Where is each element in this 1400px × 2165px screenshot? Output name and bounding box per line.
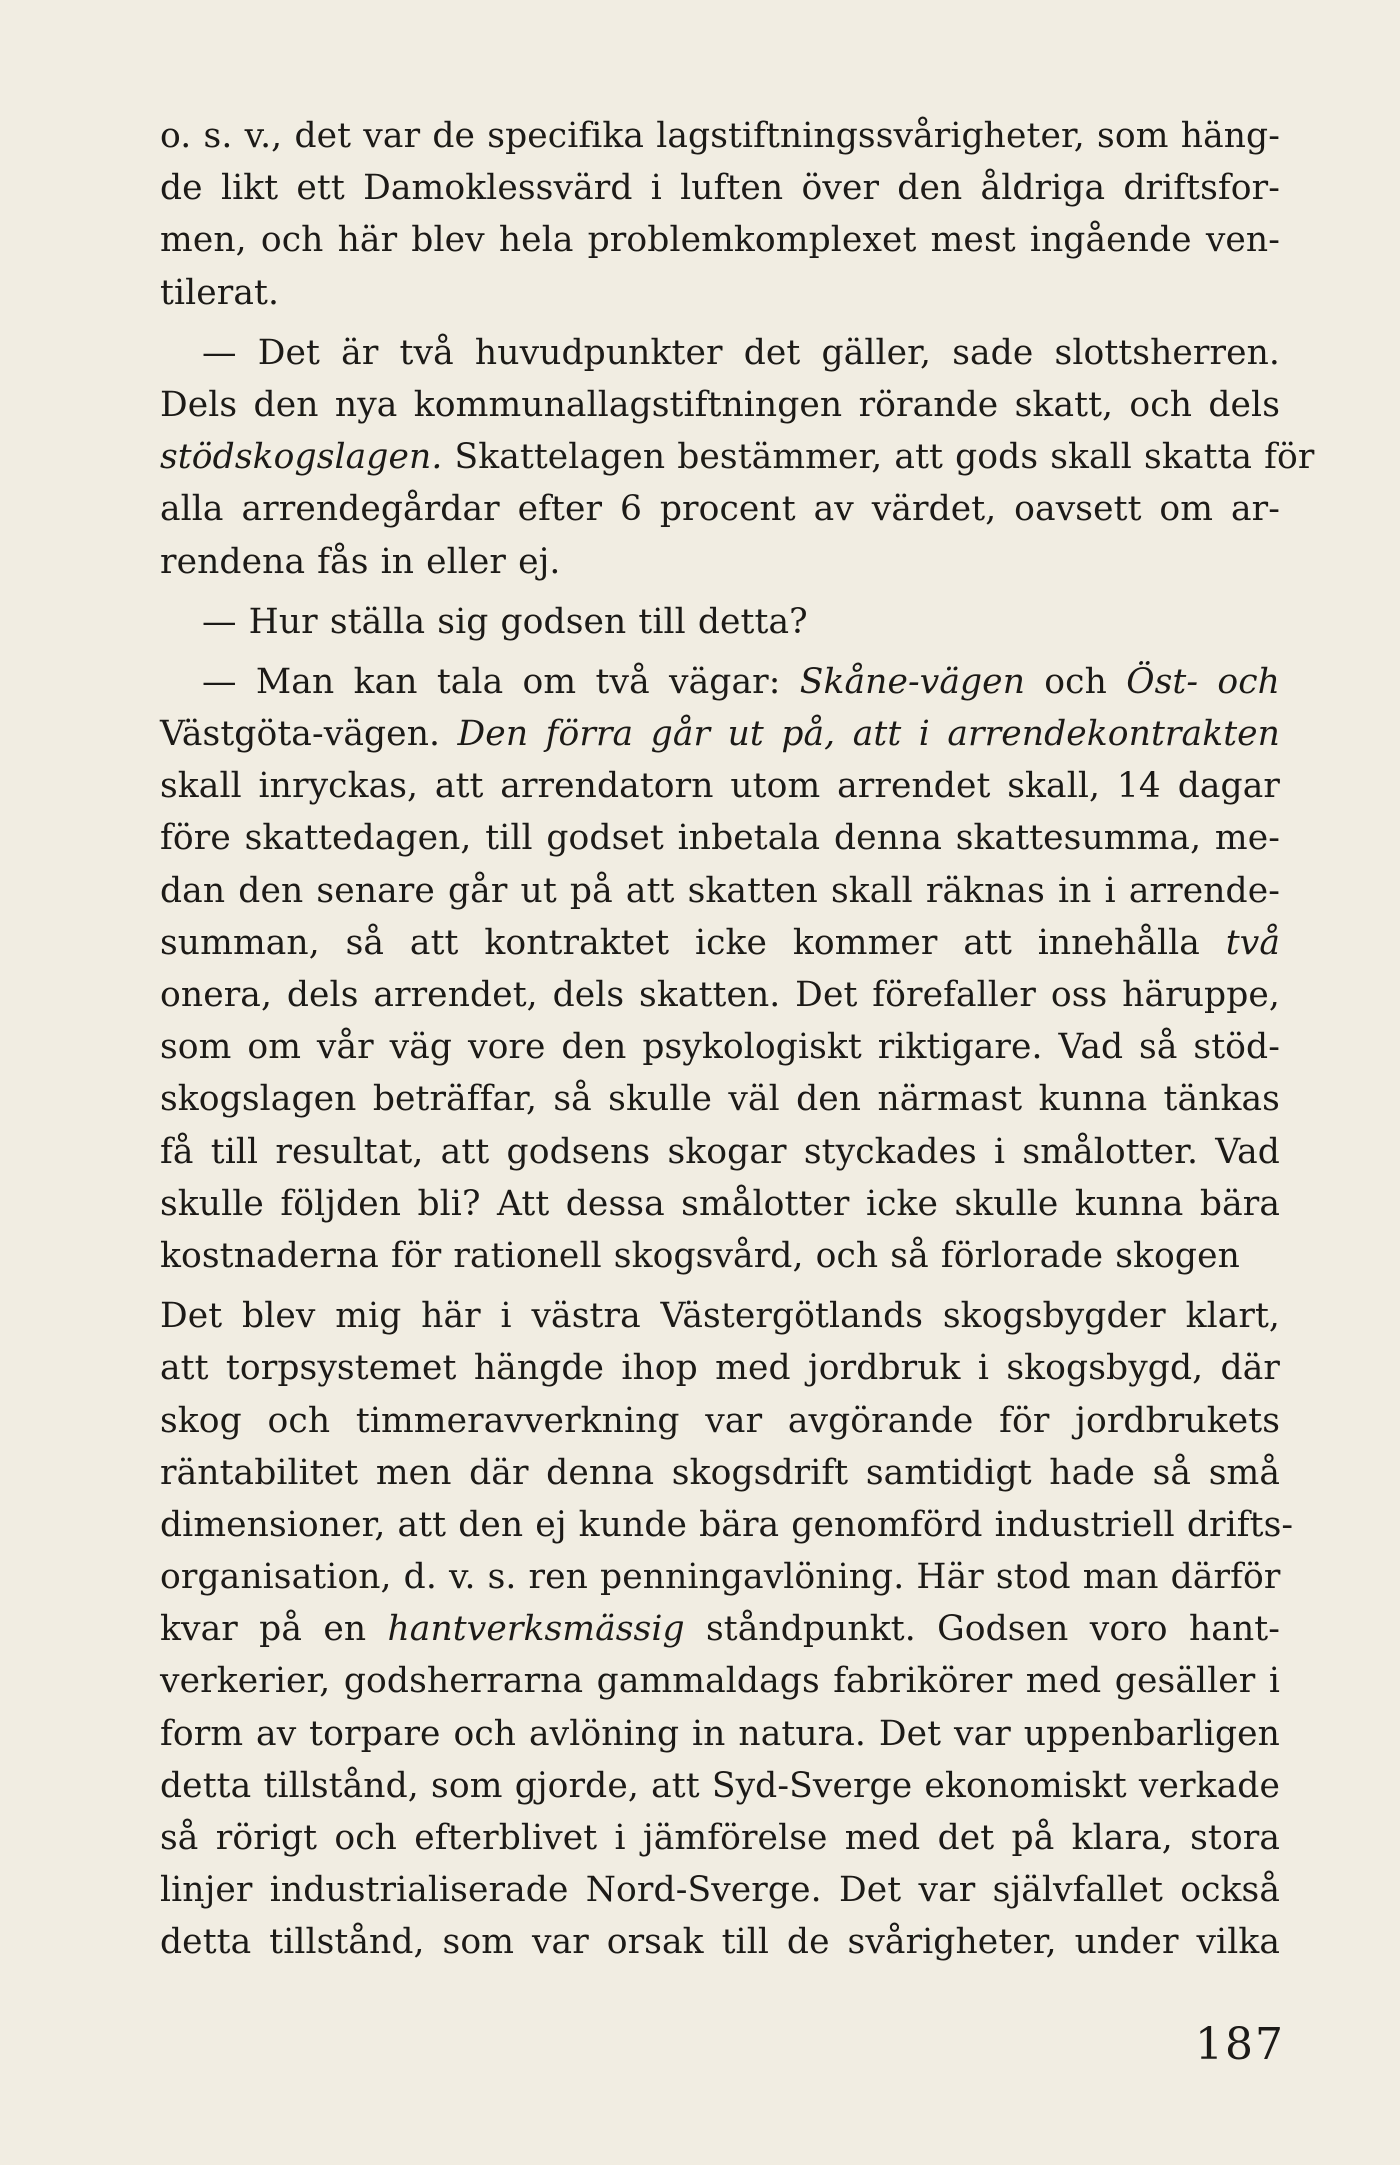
text-line: Dels den nya kommunallagstiftningen rörande skatt, och dels [160, 384, 1280, 425]
text-line: onera, dels arrendet, dels skatten. Det förefaller oss häruppe, [160, 975, 1280, 1015]
text-line: linjer industrialiserade Nord-Sverge. Det var självfallet också [160, 1870, 1280, 1911]
paragraph-1 [160, 110, 1280, 319]
text-line: form av torpare och avlöning in natura. Det var uppenbarligen [160, 1713, 1280, 1754]
text-line: kvar på en hantverksmässig ståndpunkt. Godsen voro hant- [160, 1609, 1280, 1650]
text-line: räntabilitet men där denna skogsdrift samtidigt hade så små [160, 1452, 1280, 1493]
paragraph-2 [160, 327, 1315, 588]
text-line: skall inryckas, att arrendatorn utom arrendet skall, 14 dagar [160, 766, 1280, 807]
text-line: verkerier, godsherrarna gammaldags fabrikörer med gesäller i [160, 1661, 1280, 1702]
text-line: rendena fås in eller ej. [160, 541, 561, 582]
text-line: — Det är två huvudpunkter det gäller, sade slottsherren. [202, 332, 1280, 373]
text-line: detta tillstånd, som gjorde, att Syd-Sverge ekonomiskt verkade [160, 1765, 1280, 1806]
text-line: organisation, d. v. s. ren penningavlöning. Här stod man därför [160, 1557, 1281, 1598]
text-line: få till resultat, att godsens skogar styckades i smålotter. Vad [160, 1131, 1280, 1172]
text-line: skogslagen beträffar, så skulle väl den närmast kunna tänkas [160, 1079, 1280, 1120]
text-line: tilerat. [160, 272, 280, 313]
paragraph-3 [160, 596, 1280, 648]
text-line: — Hur ställa sig godsen till detta? [202, 601, 808, 642]
text-line: att torpsystemet hängde ihop med jordbruk i skogsbygd, där [160, 1348, 1280, 1389]
text-line: — Man kan tala om två vägar: Skåne-vägen och Öst- och [202, 661, 1281, 702]
text-line: dimensioner, att den ej kunde bära genomförd industriell drifts- [160, 1504, 1294, 1545]
text-line: o. s. v., det var de specifika lagstiftningssvårigheter, som häng- [160, 116, 1280, 156]
text-line: alla arrendegårdar efter 6 procent av värdet, oavsett om ar- [160, 489, 1280, 530]
paragraph-5 [160, 1290, 1294, 1968]
text-line: Det blev mig här i västra Västergötlands skogsbygder klart, [160, 1296, 1280, 1337]
text-line: skog och timmeravverkning var avgörande för jordbrukets [160, 1400, 1280, 1441]
text-line: de likt ett Damoklessvärd i luften över den åldriga driftsfor- [160, 168, 1280, 209]
text-line: så rörigt och efterblivet i jämförelse med det på klara, stora [160, 1818, 1280, 1858]
page-number: 187 [1195, 2019, 1285, 2070]
text-line: dan den senare går ut på att skatten skall räknas in i arrende- [160, 870, 1280, 911]
text-line: men, och här blev hela problemkomplexet mest ingående ven- [160, 220, 1280, 261]
italic-text: två [1225, 922, 1280, 963]
text-line: detta tillstånd, som var orsak till de svårigheter, under vilka [160, 1922, 1280, 1963]
paragraph-4 [160, 656, 1280, 1282]
text-line: Västgöta-vägen. Den förra går ut på, att i arrendekontrakten [160, 714, 1280, 755]
text-line: som om vår väg vore den psykologiskt riktigare. Vad så stöd- [160, 1027, 1280, 1068]
text-column [160, 110, 1315, 1969]
italic-text: hantverksmässig [387, 1609, 685, 1650]
italic-text: Öst- och [1126, 661, 1281, 702]
text-line: stödskogslagen. Skattelagen bestämmer, att gods skall skatta för [160, 437, 1315, 478]
text-line: summan, så att kontraktet icke kommer att innehålla två [160, 922, 1280, 963]
italic-text: Den förra går ut på, att i arrendekontrakten [440, 714, 1280, 755]
text-line: före skattedagen, till godset inbetala denna skattesumma, me- [160, 818, 1280, 859]
text-line: skulle följden bli? Att dessa smålotter icke skulle kunna bära [160, 1183, 1280, 1224]
italic-text: Skåne-vägen [799, 661, 1026, 702]
text-line: kostnaderna för rationell skogsvård, och så förlorade skogen [160, 1235, 1240, 1276]
italic-text: stödskogslagen. [160, 437, 443, 478]
